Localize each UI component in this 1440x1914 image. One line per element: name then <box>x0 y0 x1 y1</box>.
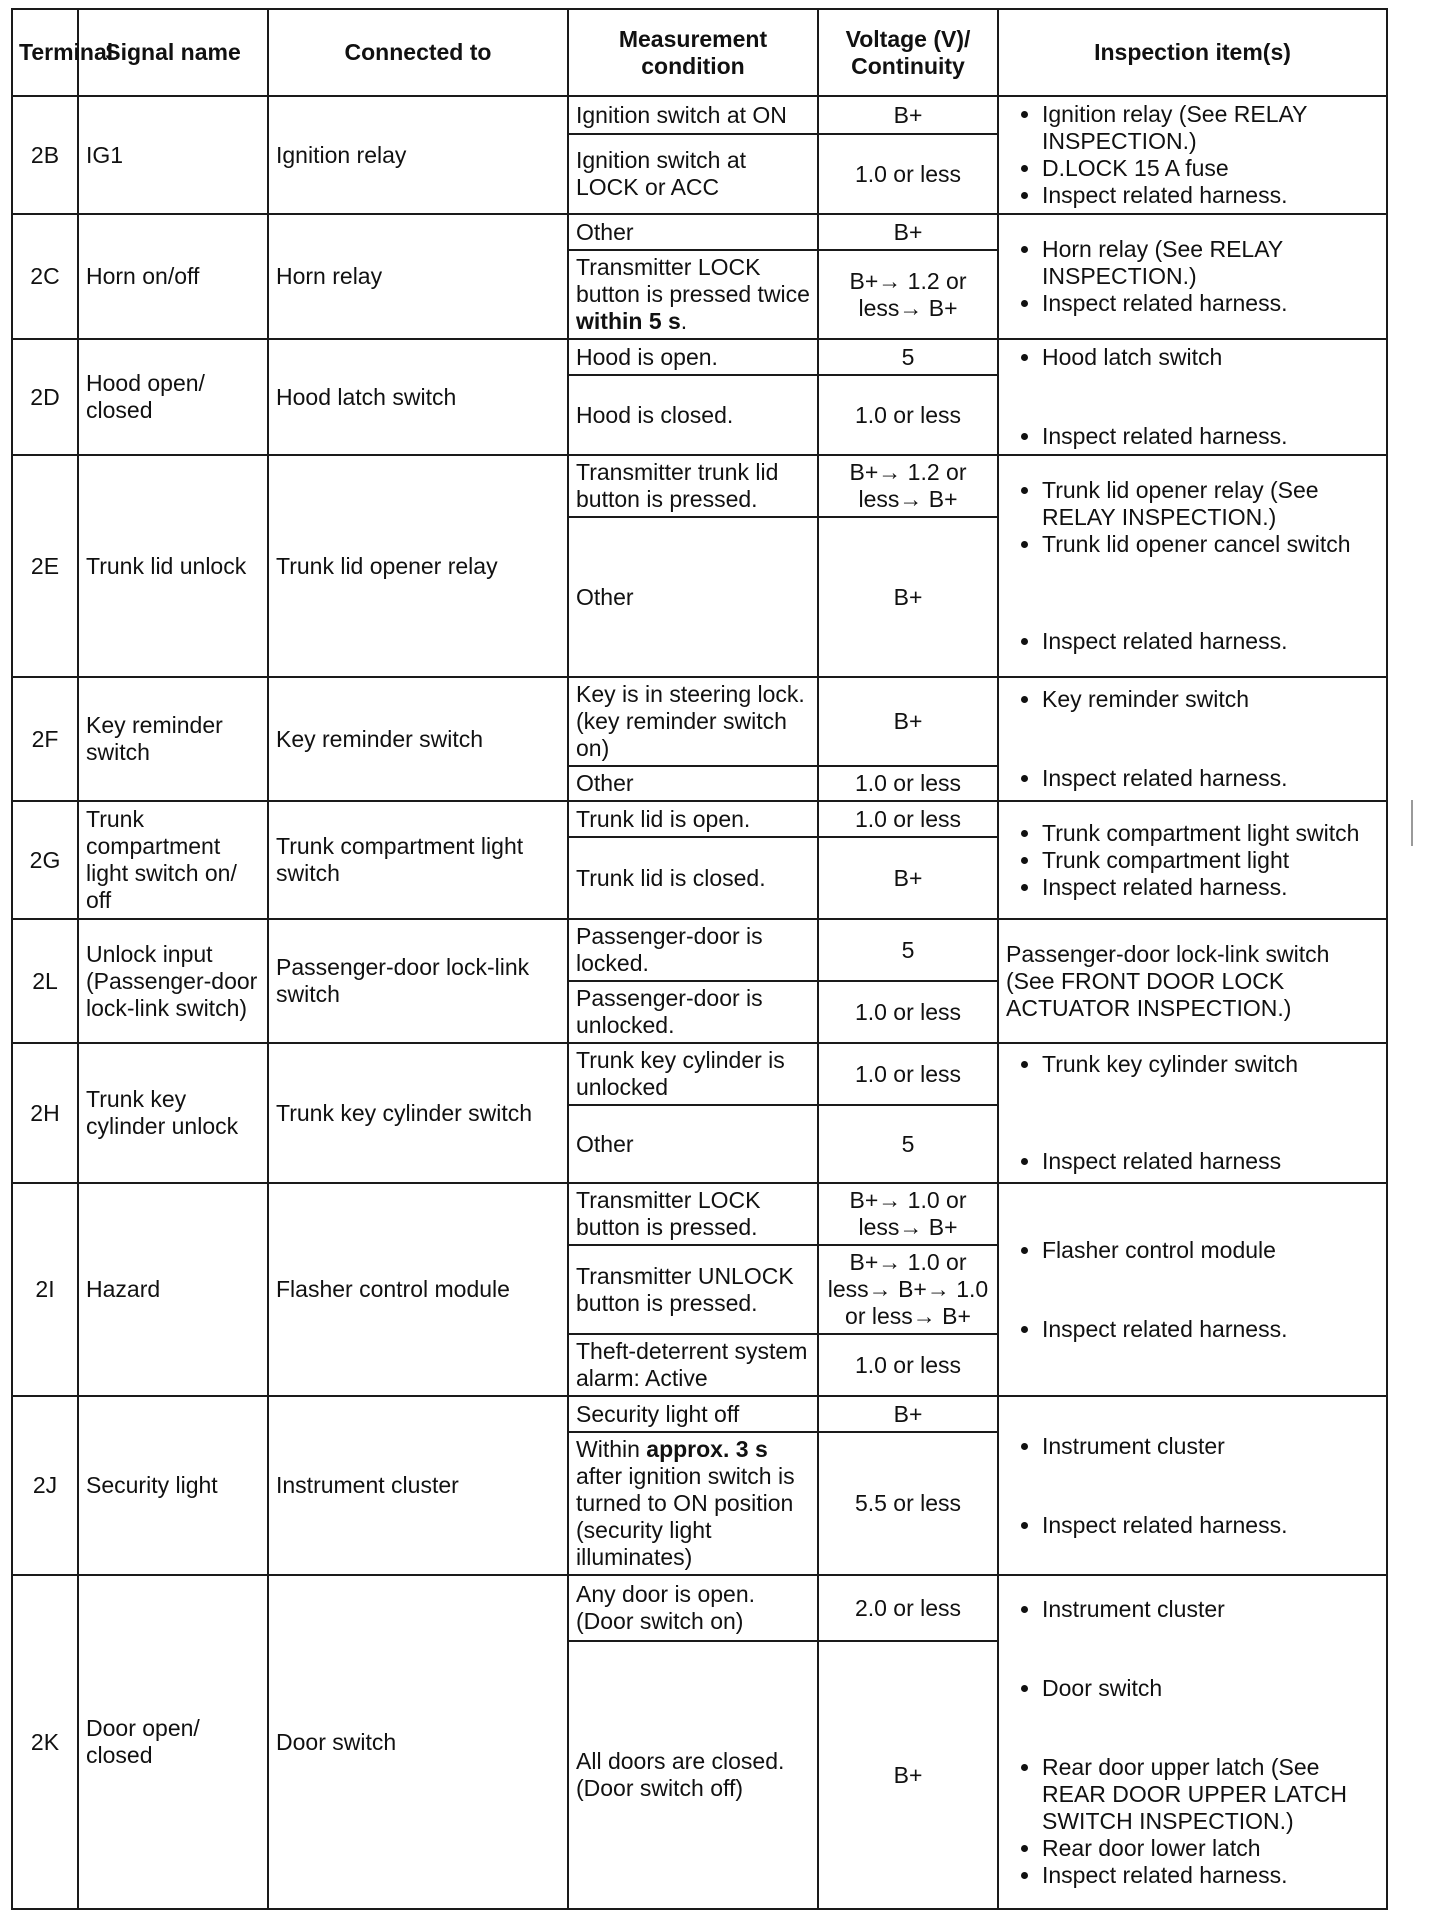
inspection-item: • Inspect related harness. <box>1042 765 1379 792</box>
inspection-item: • Instrument cluster <box>1042 1596 1379 1623</box>
inspection-cell <box>998 1043 1387 1183</box>
table-row <box>12 677 1387 766</box>
terminal-cell: 2E <box>12 455 78 677</box>
signal-cell: Key reminder switch <box>78 677 268 801</box>
inspection-list <box>1006 686 1379 792</box>
condition-cell <box>568 1432 818 1575</box>
inspection-list <box>1006 477 1379 655</box>
condition-cell: Hood is open. <box>568 339 818 375</box>
inspection-item: • Inspect related harness. <box>1042 628 1379 655</box>
signal-cell: Trunk key cylinder unlock <box>78 1043 268 1183</box>
condition-cell: Transmitter UNLOCK button is pressed. <box>568 1245 818 1334</box>
condition-cell: Trunk key cylinder is unlocked <box>568 1043 818 1105</box>
inspection-cell <box>998 1396 1387 1575</box>
inspection-item: • Trunk lid opener relay (See RELAY INSPECTION.) <box>1042 477 1379 531</box>
voltage-cell: 2.0 or less <box>818 1575 998 1641</box>
signal-cell: Hood open/ closed <box>78 339 268 455</box>
inspection-item: • Door switch <box>1042 1675 1379 1702</box>
table-row <box>12 339 1387 375</box>
inspection-item: • Rear door lower latch <box>1042 1835 1379 1862</box>
table-row <box>12 1183 1387 1245</box>
inspection-item: • Hood latch switch <box>1042 344 1379 371</box>
terminal-cell: 2F <box>12 677 78 801</box>
table-row <box>12 801 1387 837</box>
voltage-cell: 1.0 or less <box>818 766 998 801</box>
table-row <box>12 1575 1387 1641</box>
voltage-cell: 1.0 or less <box>818 1334 998 1396</box>
header-voltage: Voltage (V)/ Continuity <box>818 9 998 96</box>
inspection-item: • Trunk compartment light switch <box>1042 820 1379 847</box>
inspection-list <box>1006 236 1379 317</box>
inspection-list <box>1006 1596 1379 1889</box>
inspection-item: • Flasher control module <box>1042 1237 1379 1264</box>
condition-cell: Other <box>568 214 818 250</box>
header-row <box>12 9 1387 96</box>
signal-cell: Trunk compartment light switch on/ off <box>78 801 268 919</box>
voltage-cell: 5.5 or less <box>818 1432 998 1575</box>
terminal-cell: 2L <box>12 919 78 1043</box>
voltage-cell: B+ <box>818 1641 998 1909</box>
inspection-item: • Instrument cluster <box>1042 1433 1379 1460</box>
condition-cell: Passenger-door is locked. <box>568 919 818 981</box>
voltage-cell: 5 <box>818 919 998 981</box>
signal-cell: Unlock input (Passenger-door lock-link switch) <box>78 919 268 1043</box>
voltage-cell: 1.0 or less <box>818 801 998 837</box>
inspection-item: • Key reminder switch <box>1042 686 1379 713</box>
inspection-item: • Inspect related harness. <box>1042 1512 1379 1539</box>
inspection-cell <box>998 214 1387 339</box>
header-measurement-condition: Measurement condition <box>568 9 818 96</box>
signal-cell: Horn on/off <box>78 214 268 339</box>
condition-text: Transmitter LOCK button is pressed twice <box>576 254 810 307</box>
inspection-item: • Inspect related harness. <box>1042 423 1379 450</box>
inspection-item: • Inspect related harness. <box>1042 874 1379 901</box>
inspection-list <box>1006 101 1379 209</box>
condition-cell: Other <box>568 517 818 677</box>
table-row <box>12 455 1387 517</box>
condition-cell: Ignition switch at ON <box>568 96 818 134</box>
voltage-cell: B+→ 1.0 or less→ B+→ 1.0 or less→ B+ <box>818 1245 998 1334</box>
condition-text: Within <box>576 1436 647 1462</box>
terminal-inspection-table <box>11 8 1388 1910</box>
connected-cell: Flasher control module <box>268 1183 568 1396</box>
condition-cell: Security light off <box>568 1396 818 1432</box>
inspection-item: • Ignition relay (See RELAY INSPECTION.) <box>1042 101 1379 155</box>
connected-cell: Instrument cluster <box>268 1396 568 1575</box>
connected-cell: Passenger-door lock-link switch <box>268 919 568 1043</box>
voltage-cell: B+→ 1.2 or less→ B+ <box>818 250 998 339</box>
terminal-cell: 2G <box>12 801 78 919</box>
inspection-item: • Trunk compartment light <box>1042 847 1379 874</box>
voltage-cell: 1.0 or less <box>818 134 998 214</box>
connected-cell: Ignition relay <box>268 96 568 214</box>
connected-cell: Door switch <box>268 1575 568 1909</box>
condition-cell: Other <box>568 1105 818 1183</box>
terminal-cell: 2C <box>12 214 78 339</box>
margin-mark <box>1411 800 1413 846</box>
voltage-cell: 1.0 or less <box>818 981 998 1043</box>
voltage-cell: B+ <box>818 214 998 250</box>
condition-cell: Transmitter trunk lid button is pressed. <box>568 455 818 517</box>
table-row <box>12 1043 1387 1105</box>
voltage-cell: B+→ 1.2 or less→ B+ <box>818 455 998 517</box>
connected-cell: Horn relay <box>268 214 568 339</box>
voltage-cell: B+ <box>818 96 998 134</box>
inspection-item: • Horn relay (See RELAY INSPECTION.) <box>1042 236 1379 290</box>
inspection-item: • Trunk key cylinder switch <box>1042 1051 1379 1078</box>
inspection-cell <box>998 1183 1387 1396</box>
connected-cell: Trunk compartment light switch <box>268 801 568 919</box>
inspection-item: • Rear door upper latch (See REAR DOOR UPPER LATCH SWITCH INSPECTION.) <box>1042 1754 1379 1835</box>
condition-cell: All doors are closed. (Door switch off) <box>568 1641 818 1909</box>
terminal-cell: 2D <box>12 339 78 455</box>
header-connected-to: Connected to <box>268 9 568 96</box>
condition-cell: Theft-deterrent system alarm: Active <box>568 1334 818 1396</box>
condition-cell: Any door is open. (Door switch on) <box>568 1575 818 1641</box>
terminal-cell: 2I <box>12 1183 78 1396</box>
voltage-cell: B+→ 1.0 or less→ B+ <box>818 1183 998 1245</box>
condition-cell: Ignition switch at LOCK or ACC <box>568 134 818 214</box>
inspection-item: • Inspect related harness. <box>1042 182 1379 209</box>
inspection-text: Passenger-door lock-link switch (See FRONT DOOR LOCK ACTUATOR INSPECTION.) <box>1006 940 1330 1021</box>
terminal-cell: 2B <box>12 96 78 214</box>
condition-emphasis: within 5 s <box>576 308 681 334</box>
signal-cell: Door open/ closed <box>78 1575 268 1909</box>
inspection-list <box>1006 1433 1379 1539</box>
inspection-cell <box>998 801 1387 919</box>
connected-cell: Hood latch switch <box>268 339 568 455</box>
header-inspection-items: Inspection item(s) <box>998 9 1387 96</box>
table-row <box>12 214 1387 250</box>
voltage-cell: 1.0 or less <box>818 1043 998 1105</box>
inspection-item: • Inspect related harness. <box>1042 1862 1379 1889</box>
inspection-cell <box>998 96 1387 214</box>
inspection-cell <box>998 455 1387 677</box>
inspection-item: • Trunk lid opener cancel switch <box>1042 531 1379 558</box>
inspection-cell <box>998 919 1387 1043</box>
inspection-item: • Inspect related harness. <box>1042 290 1379 317</box>
inspection-item: • Inspect related harness <box>1042 1148 1379 1175</box>
inspection-list <box>1006 344 1379 450</box>
signal-cell: Trunk lid unlock <box>78 455 268 677</box>
connected-cell: Key reminder switch <box>268 677 568 801</box>
condition-text: after ignition switch is turned to ON position (security light illuminates) <box>576 1463 795 1570</box>
condition-cell: Other <box>568 766 818 801</box>
voltage-cell: B+ <box>818 1396 998 1432</box>
inspection-list <box>1006 1237 1379 1343</box>
table-row <box>12 919 1387 981</box>
inspection-cell <box>998 1575 1387 1909</box>
inspection-list <box>1006 1051 1379 1175</box>
inspection-cell <box>998 677 1387 801</box>
voltage-cell: B+ <box>818 517 998 677</box>
header-terminal: Terminal <box>12 9 78 96</box>
terminal-cell: 2H <box>12 1043 78 1183</box>
voltage-cell: 5 <box>818 1105 998 1183</box>
signal-cell: Hazard <box>78 1183 268 1396</box>
inspection-item: • D.LOCK 15 A fuse <box>1042 155 1379 182</box>
inspection-item: • Inspect related harness. <box>1042 1316 1379 1343</box>
condition-cell: Transmitter LOCK button is pressed. <box>568 1183 818 1245</box>
condition-cell: Passenger-door is unlocked. <box>568 981 818 1043</box>
condition-text: . <box>680 308 688 334</box>
condition-emphasis: approx. 3 s <box>646 1436 768 1462</box>
header-signal-name: Signal name <box>78 9 268 96</box>
voltage-cell: B+ <box>818 837 998 919</box>
condition-cell <box>568 250 818 339</box>
voltage-cell: 5 <box>818 339 998 375</box>
signal-cell: Security light <box>78 1396 268 1575</box>
voltage-cell: B+ <box>818 677 998 766</box>
signal-cell: IG1 <box>78 96 268 214</box>
connected-cell: Trunk key cylinder switch <box>268 1043 568 1183</box>
voltage-cell: 1.0 or less <box>818 375 998 455</box>
condition-cell: Trunk lid is open. <box>568 801 818 837</box>
condition-cell: Trunk lid is closed. <box>568 837 818 919</box>
inspection-cell <box>998 339 1387 455</box>
table-row <box>12 96 1387 134</box>
connected-cell: Trunk lid opener relay <box>268 455 568 677</box>
table-row <box>12 1396 1387 1432</box>
terminal-cell: 2J <box>12 1396 78 1575</box>
terminal-cell: 2K <box>12 1575 78 1909</box>
inspection-list <box>1006 820 1379 901</box>
condition-cell: Hood is closed. <box>568 375 818 455</box>
condition-cell: Key is in steering lock. (key reminder switch on) <box>568 677 818 766</box>
